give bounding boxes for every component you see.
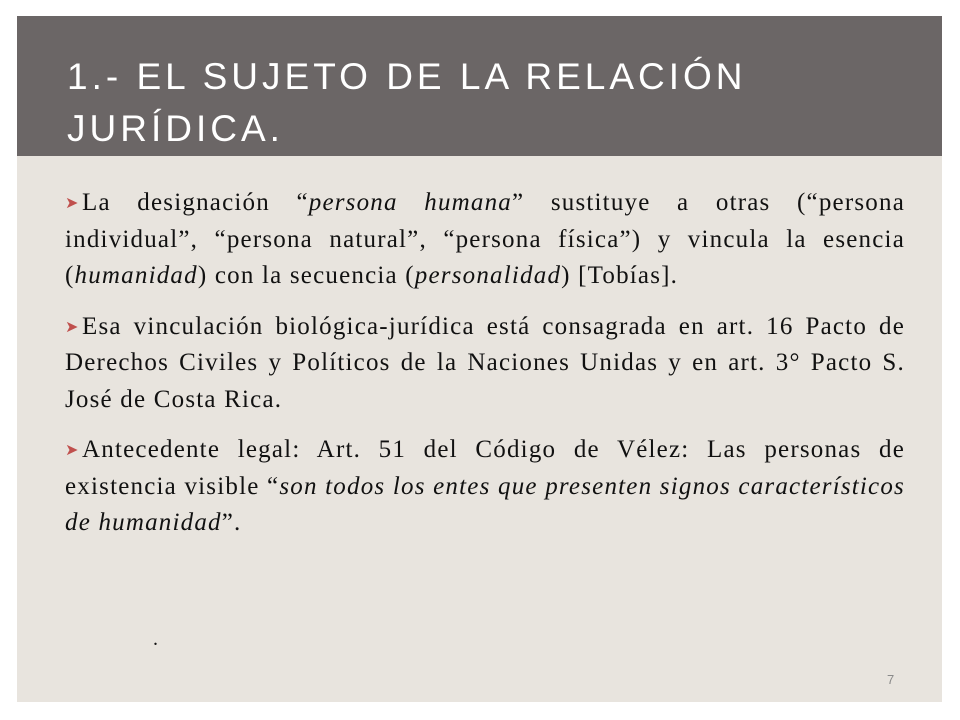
title-bar [17,16,942,156]
bullet-1-emphasis-personalidad: personalidad [414,262,562,289]
slide-title: 1.- EL SUJETO DE LA RELACIÓN JURÍDICA. [67,56,747,149]
bullet-3-text-a: Antecedente legal: Art. 51 del Código de Vélez: Las personas de existencia visible “ [65,436,905,500]
bullet-3-emphasis-quote: son todos los entes que presenten signos característicos de humanidad [65,472,905,536]
bullet-item-1 [65,185,905,295]
page-number: 7 [887,672,895,687]
trailing-mark: . [153,628,158,650]
bullet-2-text: Esa vinculación biológica-jurídica está consagrada en art. 16 Pacto de Derechos Civiles y Políticos de la Naciones Unidas y en art. 3° Pacto S. José de Costa Rica. [65,312,905,413]
arrow-bullet-icon: ➤ [65,316,80,336]
arrow-bullet-icon: ➤ [65,193,80,212]
bullet-1-emphasis-humanidad: humanidad [74,262,198,289]
bullet-item-3 [65,432,905,542]
bullet-1-text-d: ) [Tobías]. [561,262,679,289]
bullet-1-text-c: ) con la secuencia ( [197,262,415,289]
arrow-bullet-icon: ➤ [65,440,80,459]
bullet-3-text-b: ”. [221,509,242,536]
bullet-1-text-b: ” sustituye a otras (“persona individual”, “persona natural”, “persona física”) y vincula la esencia ( [65,189,905,289]
bullet-item-2 [65,309,905,419]
slide-content [65,185,905,556]
bullet-1-text-a: La designación “ [82,189,309,216]
bullet-1-emphasis-persona-humana: persona humana [308,189,512,216]
